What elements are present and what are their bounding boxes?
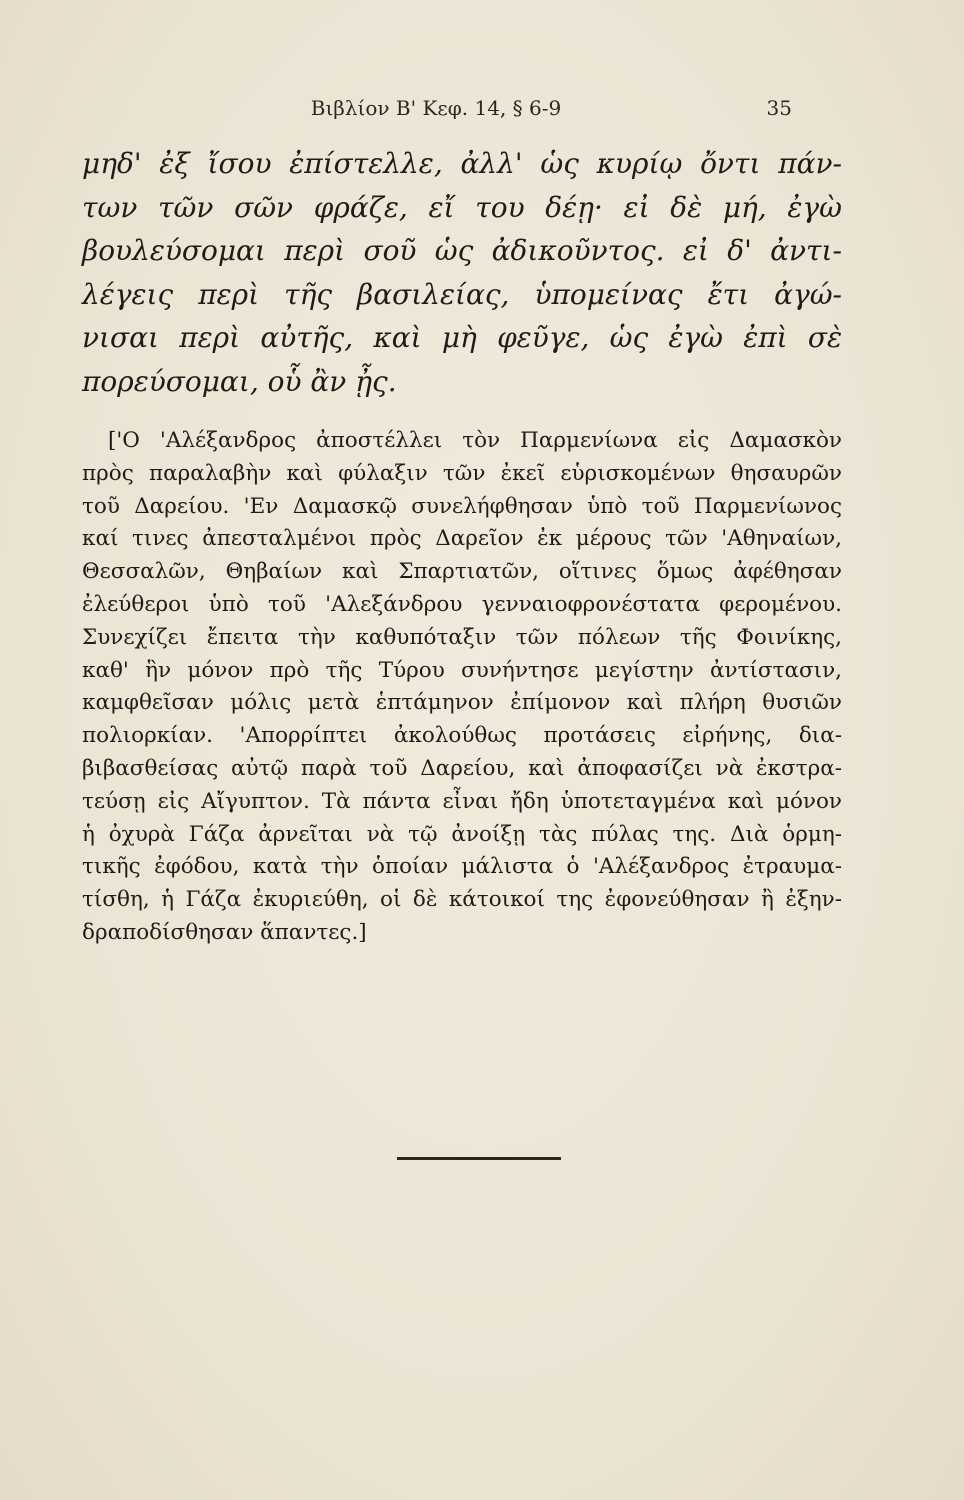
verse-line: μηδ' ἐξ ἴσου ἐπίστελλε, ἀλλ' ὡς κυρίῳ ὄντι πάν- [82,147,842,180]
commentary-line: τεύσῃ εἰς Αἴγυπτον. Τὰ πάντα εἶναι ἤδη ὑποτεταγμένα καὶ μόνον [82,788,842,814]
commentary-line: ['Ο 'Αλέξανδρος ἀποστέλλει τὸν Παρμενίωνα εἰς Δαμασκὸν [108,428,842,453]
commentary-line: βιβασθείσας αὐτῷ παρὰ τοῦ Δαρείου, καὶ ἀποφασίζει νὰ ἐκστρα- [82,755,842,781]
verse-line: βουλεύσομαι περὶ σοῦ ὡς ἀδικοῦντος. εἰ δ' ἀντι- [82,234,842,267]
verse-line: πορεύσομαι, οὗ ἂν ᾖς. [82,364,397,398]
commentary-paragraph [82,425,842,950]
running-head [80,96,792,126]
commentary-line: πρὸς παραλαβὴν καὶ φύλαξιν τῶν ἐκεῖ εὑρισκομένων θησαυρῶν [82,460,842,486]
verse-line: των τῶν σῶν φράζε, εἴ του δέῃ· εἰ δὲ μή, ἐγὼ [82,190,842,224]
commentary-line: Συνεχίζει ἔπειτα τὴν καθυπόταξιν τῶν πόλεων τῆς Φοινίκης, [82,624,842,650]
section-divider-rule [397,1157,561,1160]
commentary-line: Θεσσαλῶν, Θηβαίων καὶ Σπαρτιατῶν, οἵτινες ὅμως ἀφέθησαν [82,559,842,585]
commentary-line: δραποδίσθησαν ἅπαντες.] [82,919,367,945]
commentary-line: καμφθεῖσαν μόλις μετὰ ἑπτάμηνον ἐπίμονον καὶ πλήρη θυσιῶν [82,690,842,716]
greek-verse-passage [82,142,842,403]
page-number: 35 [766,96,792,120]
commentary-line: πολιορκίαν. 'Απορρίπτει ἀκολούθως προτάσεις εἰρήνης, δια- [82,723,842,749]
commentary-line: τίσθη, ἡ Γάζα ἐκυριεύθη, οἱ δὲ κάτοικοί της ἐφονεύθησαν ἢ ἐξην- [82,887,842,913]
verse-line: λέγεις περὶ τῆς βασιλείας, ὑπομείνας ἔτι ἀγώ- [82,277,842,311]
page-body [82,142,842,950]
verse-line: νισαι περὶ αὐτῆς, καὶ μὴ φεῦγε, ὡς ἐγὼ ἐπὶ σὲ [82,321,842,354]
running-title: Βιβλίον Β' Κεφ. 14, § 6-9 [310,96,562,120]
commentary-line: τικῆς ἐφόδου, κατὰ τὴν ὁποίαν μάλιστα ὁ 'Αλέξανδρος ἐτραυμα- [82,854,842,880]
commentary-line: καθ' ἣν μόνον πρὸ τῆς Τύρου συνήντησε μεγίστην ἀντίστασιν, [82,657,842,683]
commentary-line: ἐλεύθεροι ὑπὸ τοῦ 'Αλεξάνδρου γενναιοφρονέστατα φερομένου. [82,591,842,617]
commentary-line: καί τινες ἀπεσταλμένοι πρὸς Δαρεῖον ἐκ μέρους τῶν 'Αθηναίων, [82,526,842,552]
commentary-line: ἡ ὀχυρὰ Γάζα ἀρνεῖται νὰ τῷ ἀνοίξῃ τὰς πύλας της. Διὰ ὁρμη- [82,821,842,847]
commentary-line: τοῦ Δαρείου. 'Εν Δαμασκῷ συνελήφθησαν ὑπὸ τοῦ Παρμενίωνος [82,493,842,519]
